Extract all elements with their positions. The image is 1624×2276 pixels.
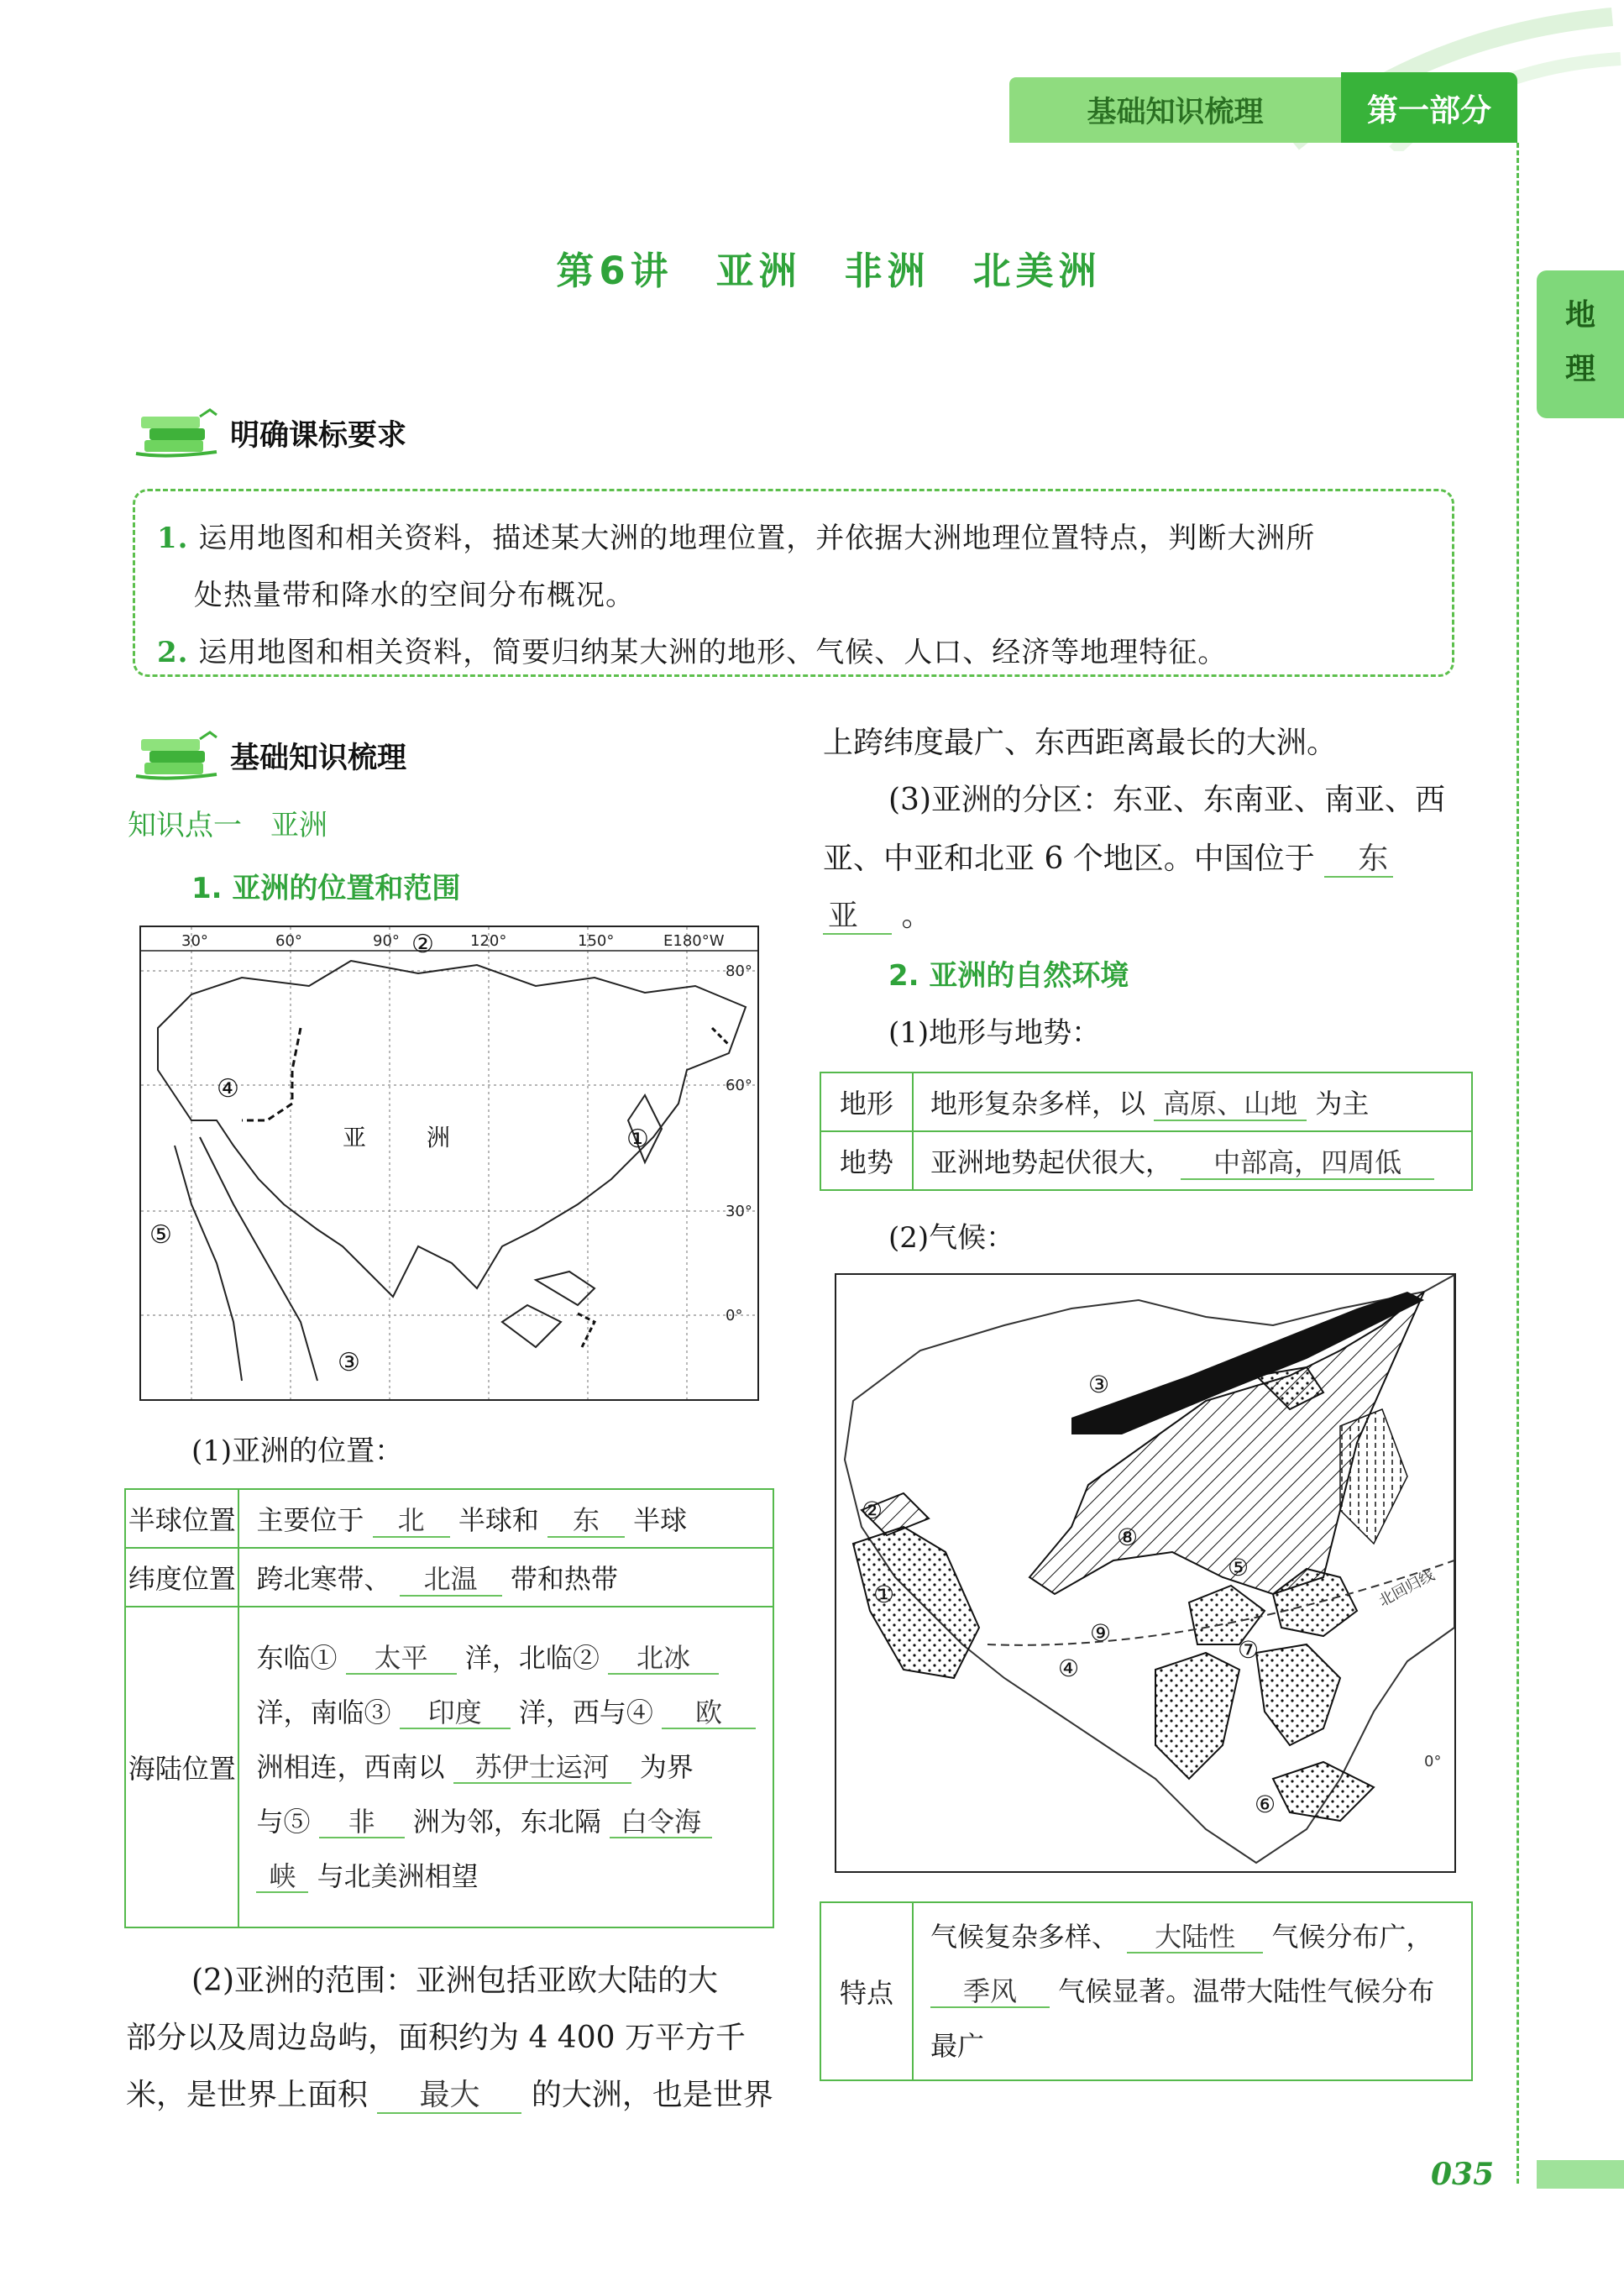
table-row-sea-land xyxy=(125,1607,773,1927)
table-label-climate: 特点 xyxy=(820,1902,913,2080)
margin-dashed-line xyxy=(1517,143,1519,2184)
page-title: 第6讲 亚洲 非洲 北美洲 xyxy=(556,249,1102,293)
table-cell-hemisphere xyxy=(238,1489,773,1548)
header-section-tab: 基础知识梳理 xyxy=(1009,77,1341,143)
latitude-label: 0° xyxy=(726,1307,743,1324)
fill-suez-canal: 苏伊士运河 xyxy=(453,1752,631,1785)
hemisphere-text-post: 半球 xyxy=(633,1504,688,1536)
location-caption: (1)亚洲的位置： xyxy=(191,1434,404,1468)
hemisphere-text-mid: 半球和 xyxy=(458,1504,539,1536)
sea-land-text: 洲相连，西南以 xyxy=(256,1750,445,1783)
page-number: 035 xyxy=(1431,2157,1495,2192)
longitude-label: E180°W xyxy=(663,932,725,950)
fill-indian: 印度 xyxy=(400,1697,511,1730)
requirements-heading xyxy=(133,406,406,460)
climate-line-1 xyxy=(930,1910,1454,1964)
fill-arctic: 北冰 xyxy=(608,1643,719,1676)
fill-continental: 大陆性 xyxy=(1127,1922,1263,1954)
fill-east-asia-1: 东 xyxy=(1324,842,1393,878)
relief-text-pre: 亚洲地势起伏很大， xyxy=(930,1146,1173,1178)
table-row-relief xyxy=(820,1131,1472,1190)
table-row-hemisphere xyxy=(125,1489,773,1548)
sea-land-line-4 xyxy=(256,1795,756,1849)
range-continuation: 上跨纬度最广、东西距离最长的大洲。 xyxy=(823,726,1338,760)
map-marker: ⑥ xyxy=(1255,1791,1276,1818)
range-line-3 xyxy=(126,2071,773,2114)
map-marker: ⑨ xyxy=(1090,1619,1112,1647)
map-marker: ③ xyxy=(1088,1371,1110,1398)
map-marker: ④ xyxy=(217,1074,239,1104)
tropic-of-cancer-label: 北回归线 xyxy=(1375,1566,1438,1611)
latitude-text-post: 带和热带 xyxy=(510,1563,618,1595)
sea-land-text: 与⑤ xyxy=(256,1805,311,1838)
hemisphere-text-pre: 主要位于 xyxy=(256,1504,364,1536)
climate-line-3: 最广 xyxy=(930,2029,985,2062)
knowledge-point-label: 知识点一 亚洲 xyxy=(128,809,327,842)
latitude-text-pre: 跨北寒带、 xyxy=(256,1563,391,1595)
table-cell-sea-land xyxy=(238,1607,773,1927)
fill-bering-strait-1: 白令海 xyxy=(610,1807,712,1839)
fill-plateau-mountain: 高原、山地 xyxy=(1154,1088,1307,1121)
table-label-relief: 地势 xyxy=(820,1131,913,1190)
range-line-3-post: 的大洲，也是世界 xyxy=(531,2078,773,2112)
regions-line-2-pre: 亚、中亚和北亚 6 个地区。中国位于 xyxy=(823,842,1315,876)
table-cell-relief xyxy=(913,1131,1472,1190)
continent-label-asia-2: 洲 xyxy=(427,1124,451,1151)
longitude-label: 60° xyxy=(275,932,302,950)
regions-line-1: (3)亚洲的分区：东亚、东南亚、南亚、西 xyxy=(888,783,1445,817)
asia-climate-map xyxy=(835,1273,1456,1873)
asia-position-table xyxy=(124,1488,774,1928)
requirements-box xyxy=(133,489,1454,677)
sea-land-text: 为界 xyxy=(639,1750,694,1783)
map-marker: ⑤ xyxy=(149,1220,172,1250)
range-line-3-pre: 米，是世界上面积 xyxy=(126,2078,369,2112)
fill-monsoon: 季风 xyxy=(930,1976,1050,2009)
requirements-heading-text: 明确课标要求 xyxy=(230,419,407,453)
latitude-fill: 北温 xyxy=(400,1564,502,1597)
map-marker: ⑦ xyxy=(1238,1636,1260,1664)
table-row-latitude xyxy=(125,1548,773,1607)
sea-land-text: 洋，南临③ xyxy=(256,1696,391,1728)
longitude-label: 120° xyxy=(470,932,507,950)
map-marker: ⑤ xyxy=(1228,1554,1249,1581)
fill-largest: 最大 xyxy=(377,2078,521,2114)
map-marker: ③ xyxy=(338,1348,360,1377)
sea-land-text: 洋，北临② xyxy=(464,1641,600,1674)
fill-africa: 非 xyxy=(319,1807,405,1839)
requirement-item-1 xyxy=(157,510,1430,567)
climate-line-2 xyxy=(930,1964,1454,2019)
fill-pacific: 太平 xyxy=(346,1643,457,1676)
terrain-table xyxy=(820,1072,1473,1191)
map-marker: ② xyxy=(411,930,434,959)
table-row-climate xyxy=(820,1902,1472,2080)
table-label-latitude: 纬度位置 xyxy=(125,1548,238,1607)
requirement-1-line-1: 运用地图和相关资料，描述某大洲的地理位置，并依据大洲地理位置特点，判断大洲所 xyxy=(198,522,1316,555)
asia-position-map-svg xyxy=(141,927,757,1399)
subject-tab-char-2: 理 xyxy=(1564,352,1595,386)
range-line-2: 部分以及周边岛屿，面积约为 4 400 万平方千 xyxy=(126,2021,746,2055)
fill-east-asia-2: 亚 xyxy=(823,899,892,935)
subheading-natural-environment: 2. 亚洲的自然环境 xyxy=(888,959,1129,993)
continent-label-asia-1: 亚 xyxy=(343,1124,367,1151)
climate-text: 气候显著。温带大陆性气候分布 xyxy=(1058,1974,1435,2007)
requirement-1-line-2: 处热量带和降水的空间分布概况。 xyxy=(194,579,635,612)
requirement-1-number: 1. xyxy=(157,522,189,555)
subject-tab-char-1: 地 xyxy=(1564,298,1595,333)
hemisphere-fill-north: 北 xyxy=(373,1505,450,1538)
range-line-1: (2)亚洲的范围：亚洲包括亚欧大陆的大 xyxy=(191,1964,718,1998)
latitude-label: 30° xyxy=(726,1203,752,1220)
books-icon xyxy=(133,406,227,460)
equator-label: 0° xyxy=(1424,1753,1442,1770)
table-label-landform: 地形 xyxy=(820,1072,913,1131)
climate-text: 气候复杂多样、 xyxy=(930,1920,1119,1953)
climate-text: 气候分布广， xyxy=(1271,1920,1433,1953)
subheading-position-range: 1. 亚洲的位置和范围 xyxy=(191,872,461,905)
sea-land-line-2 xyxy=(256,1686,756,1740)
map-marker: ① xyxy=(873,1581,895,1608)
table-cell-climate xyxy=(913,1902,1472,2080)
latitude-label: 80° xyxy=(726,962,752,980)
landform-text-pre: 地形复杂多样，以 xyxy=(930,1088,1146,1120)
hemisphere-fill-east: 东 xyxy=(547,1505,625,1538)
map-marker: ② xyxy=(862,1497,883,1524)
sea-land-text: 洋，西与④ xyxy=(518,1696,653,1728)
table-cell-latitude xyxy=(238,1548,773,1607)
basics-heading xyxy=(133,729,406,783)
sea-land-text: 东临① xyxy=(256,1641,338,1674)
books-icon xyxy=(133,729,227,783)
longitude-label: 150° xyxy=(578,932,615,950)
latitude-label: 60° xyxy=(726,1077,752,1094)
climate-table xyxy=(820,1901,1473,2081)
sea-land-line-5 xyxy=(256,1849,756,1904)
asia-position-map xyxy=(139,926,759,1401)
asia-climate-map-svg xyxy=(836,1275,1454,1871)
longitude-label: 30° xyxy=(181,932,208,950)
fill-bering-strait-2: 峡 xyxy=(256,1861,308,1894)
sea-land-line-3 xyxy=(256,1740,756,1795)
sea-land-line-1 xyxy=(256,1631,756,1686)
table-cell-landform xyxy=(913,1072,1472,1131)
climate-caption: (2)气候： xyxy=(888,1221,1015,1255)
header-part-tab: 第一部分 xyxy=(1341,72,1517,143)
terrain-caption: (1)地形与地势： xyxy=(888,1016,1101,1050)
sea-land-text: 与北美洲相望 xyxy=(317,1859,479,1892)
table-label-hemisphere: 半球位置 xyxy=(125,1489,238,1548)
page-number-strip xyxy=(1537,2160,1624,2189)
fill-high-center: 中部高，四周低 xyxy=(1181,1147,1434,1180)
table-label-sea-land: 海陆位置 xyxy=(125,1607,238,1927)
regions-line-3-post: 。 xyxy=(901,899,932,933)
basics-heading-text: 基础知识梳理 xyxy=(230,742,407,775)
landform-text-post: 为主 xyxy=(1315,1088,1370,1120)
longitude-label: 90° xyxy=(373,932,400,950)
map-marker: ④ xyxy=(1058,1655,1080,1682)
requirement-item-2 xyxy=(157,624,1430,681)
regions-line-2 xyxy=(823,835,1393,878)
fill-europe: 欧 xyxy=(662,1697,756,1730)
sea-land-text: 洲为邻，东北隔 xyxy=(412,1805,601,1838)
map-marker: ⑧ xyxy=(1117,1523,1139,1551)
requirement-2-line-1: 运用地图和相关资料，简要归纳某大洲的地形、气候、人口、经济等地理特征。 xyxy=(198,636,1228,669)
regions-line-3 xyxy=(823,892,931,935)
map-marker: ① xyxy=(626,1125,649,1154)
table-row-landform xyxy=(820,1072,1472,1131)
requirement-2-number: 2. xyxy=(157,636,189,669)
